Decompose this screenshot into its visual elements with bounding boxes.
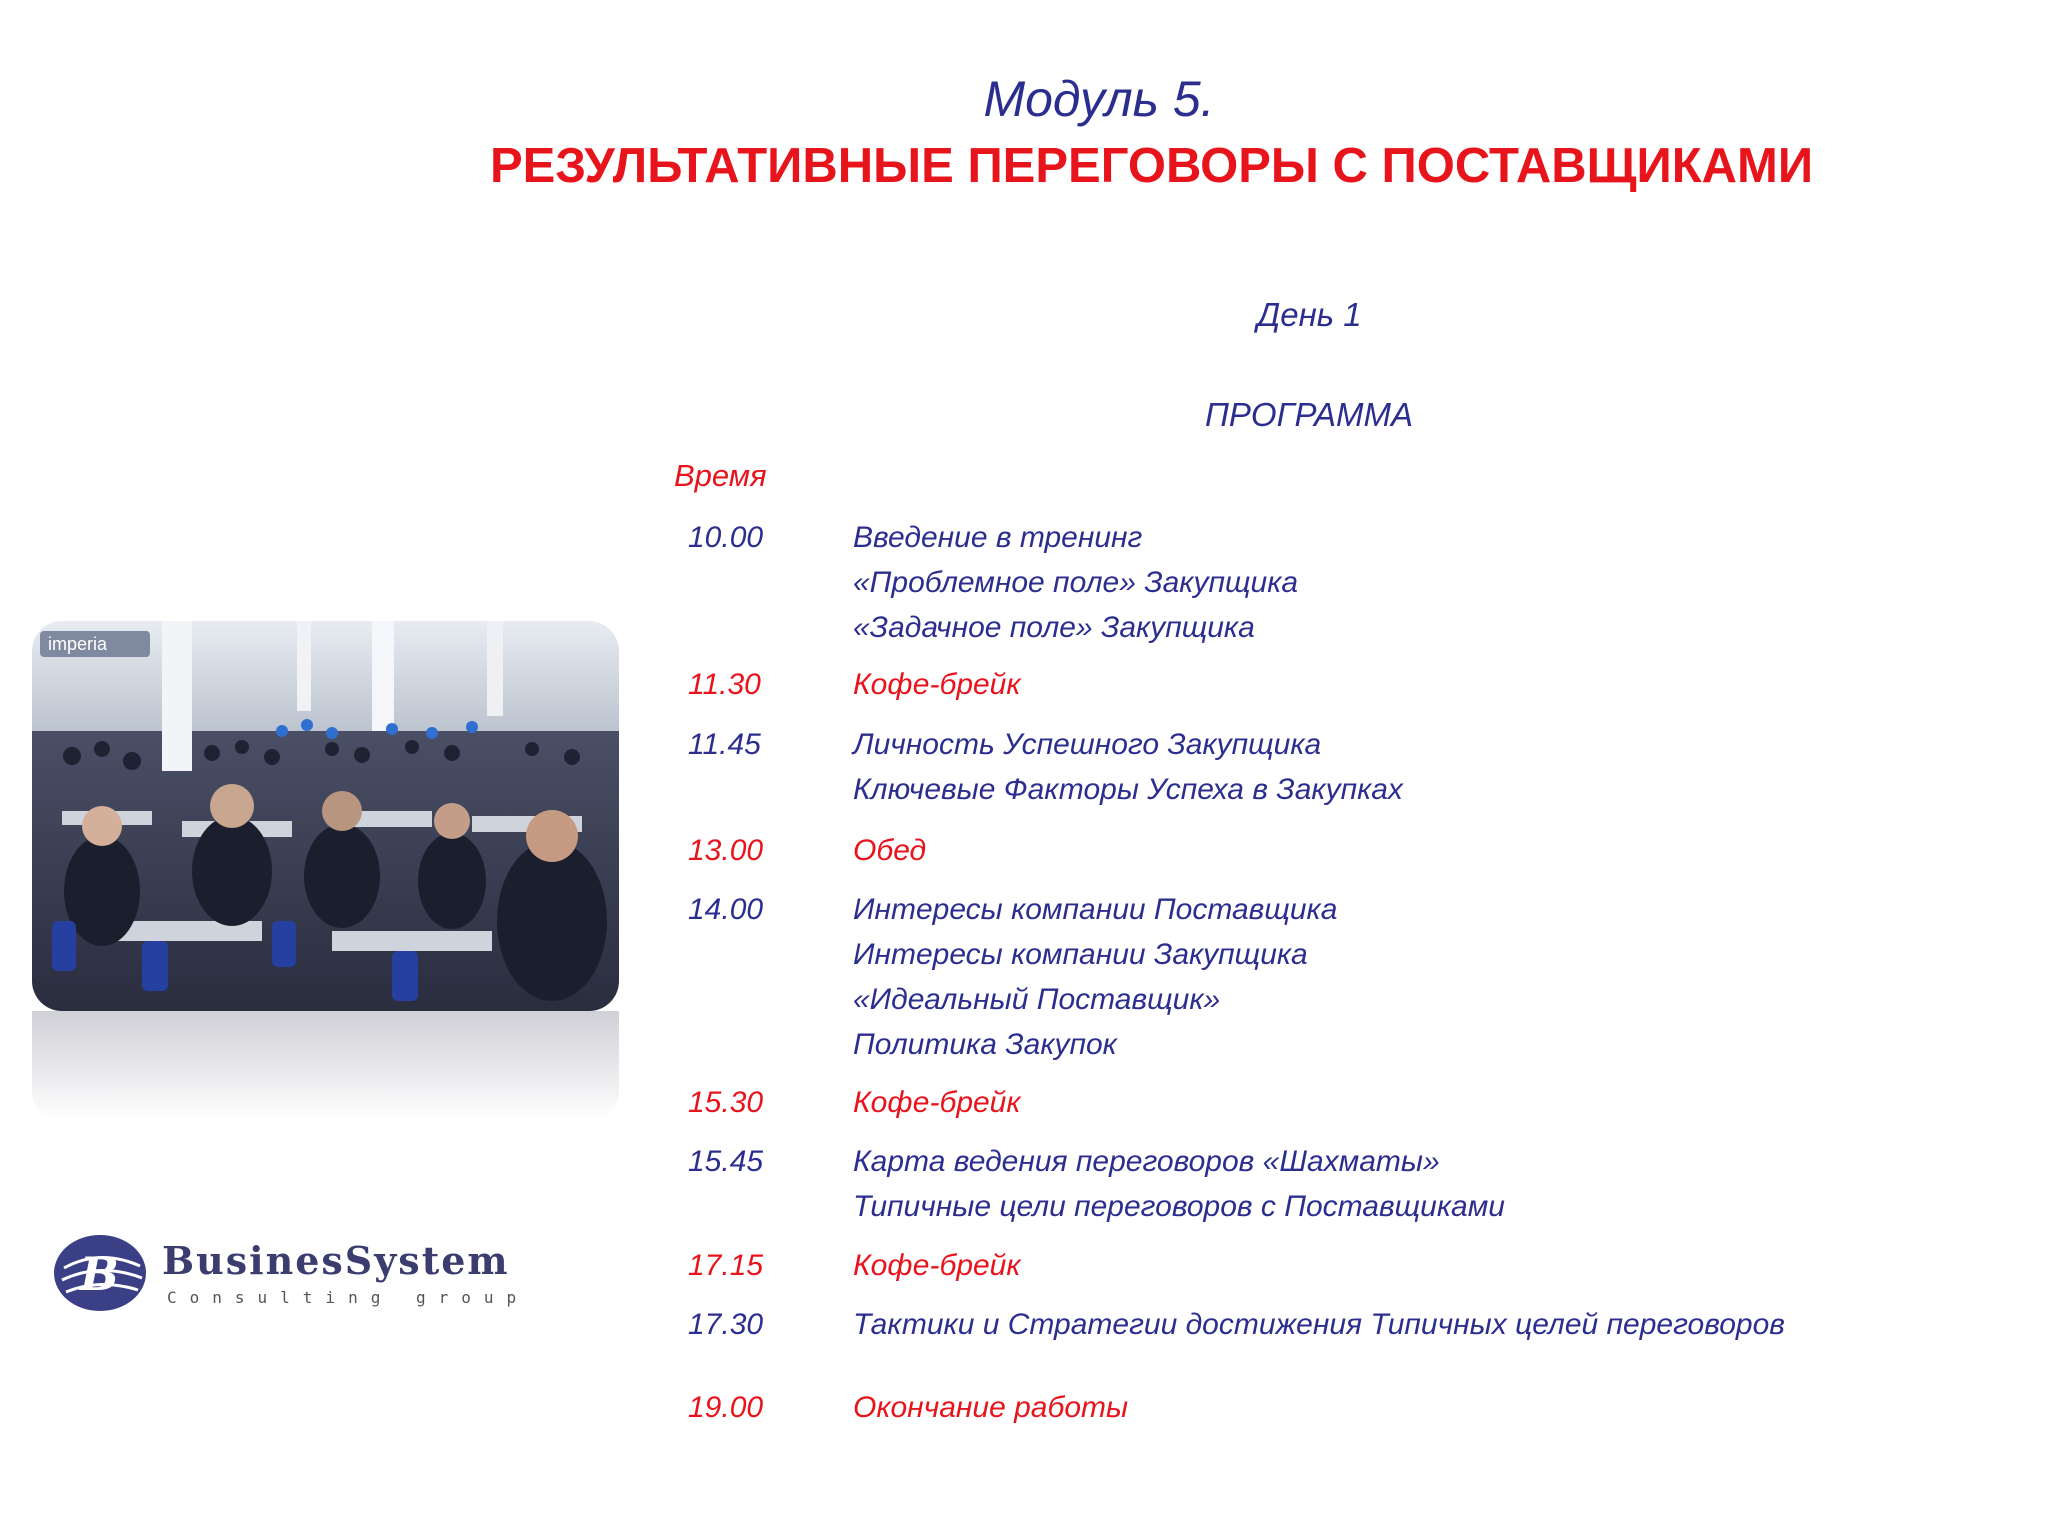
schedule-time: 10.00 — [688, 521, 764, 554]
schedule-line: «Задачное поле» Закупщика — [853, 611, 1255, 644]
schedule-line: Тактики и Стратегии достижения Типичных целей переговоров — [853, 1308, 1785, 1341]
program-label: ПРОГРАММА — [1205, 396, 1413, 433]
schedule-line: Окончание работы — [853, 1391, 1129, 1424]
schedule-line: Карта ведения переговоров «Шахматы» — [853, 1145, 1440, 1178]
schedule-line: Личность Успешного Закупщика — [853, 728, 1322, 761]
schedule-line: Политика Закупок — [853, 1028, 1117, 1061]
schedule-time: 19.00 — [688, 1391, 764, 1424]
logo-name: BusinesSystem — [162, 1238, 510, 1283]
schedule-time: 14.00 — [688, 893, 764, 926]
schedule-items — [853, 1139, 2003, 1229]
schedule-items — [853, 887, 2003, 1067]
schedule-items — [853, 828, 2003, 873]
photo-reflection — [32, 1011, 619, 1121]
schedule-time: 15.45 — [688, 1145, 764, 1178]
schedule-line: Обед — [853, 834, 927, 867]
schedule-items — [853, 1243, 2003, 1288]
schedule-line: Кофе-брейк — [853, 1249, 1021, 1282]
logo-tagline: Consulting group — [167, 1288, 530, 1307]
schedule-line: Типичные цели переговоров с Поставщиками — [853, 1190, 1505, 1223]
schedule-line: «Идеальный Поставщик» — [853, 983, 1221, 1016]
schedule-items — [853, 722, 2003, 812]
module-title: Модуль 5. — [983, 71, 1215, 127]
schedule-time: 15.30 — [688, 1086, 764, 1119]
schedule-line: Кофе-брейк — [853, 1086, 1021, 1119]
schedule-items — [853, 515, 2003, 650]
schedule-line: «Проблемное поле» Закупщика — [853, 566, 1299, 599]
schedule-time: 13.00 — [688, 834, 764, 867]
schedule-line: Интересы компании Закупщика — [853, 938, 1308, 971]
schedule-line: Интересы компании Поставщика — [853, 893, 1338, 926]
company-logo — [52, 1228, 530, 1318]
schedule-line: Кофе-брейк — [853, 668, 1021, 701]
schedule-line: Введение в тренинг — [853, 521, 1143, 554]
schedule-time: 11.30 — [688, 668, 761, 701]
crowd-illustration — [32, 621, 619, 1011]
schedule-items — [853, 1385, 2003, 1430]
course-title: РЕЗУЛЬТАТИВНЫЕ ПЕРЕГОВОРЫ С ПОСТАВЩИКАМИ — [490, 139, 1814, 193]
schedule-items — [853, 1302, 2003, 1347]
schedule-items — [853, 1080, 2003, 1125]
day-label: День 1 — [1257, 296, 1362, 333]
schedule-time: 17.30 — [688, 1308, 764, 1341]
training-photo — [32, 621, 619, 1011]
svg-text:imperia: imperia — [48, 634, 108, 654]
schedule-items — [853, 662, 2003, 707]
schedule-time: 17.15 — [688, 1249, 764, 1282]
time-header: Время — [674, 458, 767, 493]
schedule-line: Ключевые Факторы Успеха в Закупках — [853, 773, 1403, 806]
svg-text:B: B — [80, 1247, 119, 1301]
schedule-time: 11.45 — [688, 728, 761, 761]
bs-logo-icon — [52, 1228, 152, 1318]
